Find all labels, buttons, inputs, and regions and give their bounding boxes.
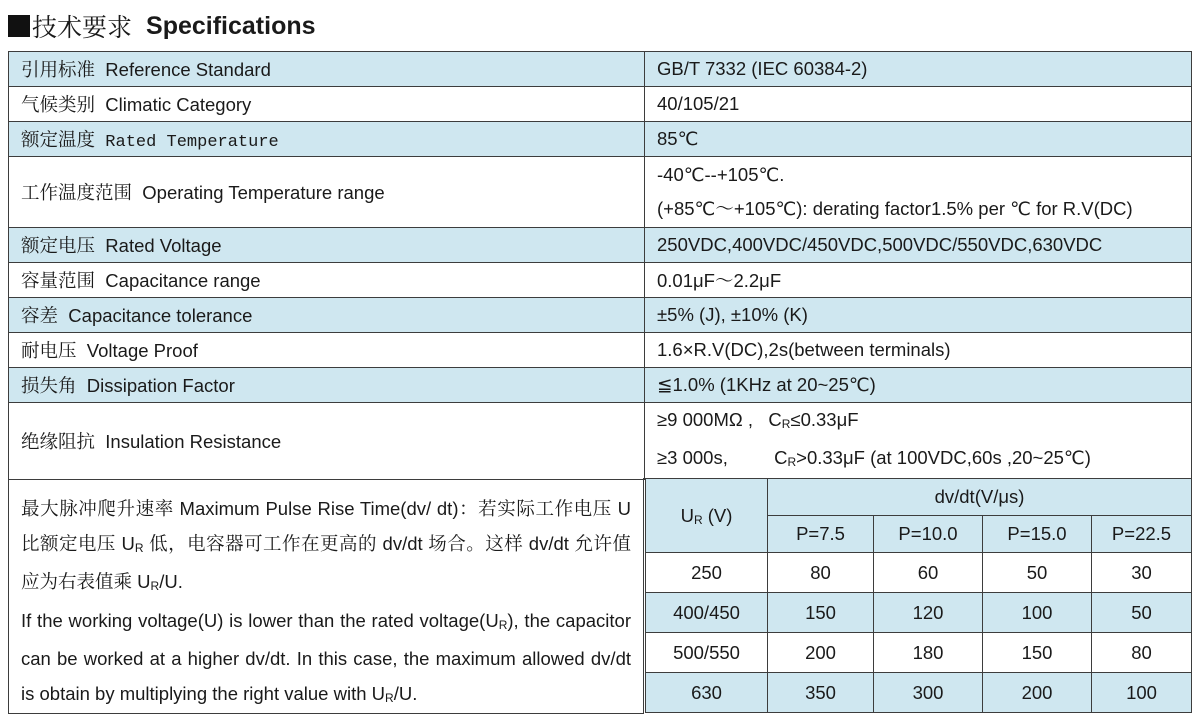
spec-row-capacitance-range: [9, 263, 1192, 298]
pitch-header: P=15.0: [983, 516, 1092, 553]
title-en: Specifications: [146, 11, 316, 40]
spec-label: 工作温度范围 Operating Temperature range: [9, 157, 645, 228]
spec-row-dissipation-factor: [9, 368, 1192, 403]
dvdt-cell: 100: [1092, 673, 1192, 713]
dvdt-cell: 50: [983, 553, 1092, 593]
square-bullet-icon: [8, 15, 30, 37]
spec-label: 绝缘阻抗 Insulation Resistance: [9, 403, 645, 480]
pitch-header: P=7.5: [768, 516, 874, 553]
spec-label: 额定电压 Rated Voltage: [9, 228, 645, 263]
spec-row-climatic-category: [9, 87, 1192, 122]
spec-label: 容差 Capacitance tolerance: [9, 298, 645, 333]
spec-value: 40/105/21: [645, 87, 1192, 122]
ur-cell: 400/450: [646, 593, 768, 633]
spec-value: ≦1.0% (1KHz at 20~25℃): [645, 368, 1192, 403]
spec-row-rated-temperature: [9, 122, 1192, 157]
spec-value: GB/T 7332 (IEC 60384-2): [645, 52, 1192, 87]
pitch-header: P=22.5: [1092, 516, 1192, 553]
pulse-note-en: If the working voltage(U) is lower than the rated $voltage(U_R)$, the capacitor can be worked at a higher dv/dt. In this case, the maximum allowed dv/dt is obtain by multiplying the right value with $U_R/U$.: [21, 609, 631, 705]
spec-label: 额定温度 Rated Temperature: [9, 122, 645, 157]
spec-table: [8, 51, 1192, 480]
dvdt-header-row: [646, 479, 1192, 516]
dvdt-cell: 200: [983, 673, 1092, 713]
spec-row-voltage-proof: [9, 333, 1192, 368]
dvdt-table: [645, 478, 1192, 713]
spec-row-reference-standard: [9, 52, 1192, 87]
title-cn: 技术要求: [32, 14, 133, 42]
spec-value: ≥9 000MΩ , $C_R\le 0.33\mu F$ ≥3 000s, $C_R>0.33\mu F$ (at 100VDC,60s ,20~25℃): [645, 403, 1192, 480]
ur-cell: 630: [646, 673, 768, 713]
section-title: [8, 8, 316, 44]
dvdt-cell: 150: [983, 633, 1092, 673]
ur-cell: 250: [646, 553, 768, 593]
dvdt-cell: 300: [874, 673, 983, 713]
dvdt-cell: 30: [1092, 553, 1192, 593]
dvdt-group-header: dv/dt(V/μs): [768, 479, 1192, 516]
table-row: [646, 673, 1192, 713]
spec-row-operating-temperature: [9, 157, 1192, 228]
spec-row-capacitance-tolerance: [9, 298, 1192, 333]
dvdt-cell: 60: [874, 553, 983, 593]
spec-label: 引用标准 Reference Standard: [9, 52, 645, 87]
spec-value: 0.01μF～2.2μF: [645, 263, 1192, 298]
dvdt-cell: 150: [768, 593, 874, 633]
dvdt-cell: 180: [874, 633, 983, 673]
ur-cell: 500/550: [646, 633, 768, 673]
ur-header: $U_R$ (V): [646, 479, 768, 553]
spec-value: 1.6×R.V(DC),2s(between terminals): [645, 333, 1192, 368]
dvdt-cell: 350: [768, 673, 874, 713]
spec-value: ±5% (J), ±10% (K): [645, 298, 1192, 333]
spec-value: 85℃: [645, 122, 1192, 157]
pulse-note-cn: 最大脉冲爬升速率 Maximum Pulse Rise Time(dv/ dt)：若实际工作电压 U 比额定电压 $U_R$ 低，电容器可工作在更高的 dv/dt 场合。这样 dv/dt 允许值应为右表值乘 $U_R/U$.: [21, 498, 631, 593]
table-row: [646, 633, 1192, 673]
pitch-header: P=10.0: [874, 516, 983, 553]
table-row: [646, 553, 1192, 593]
dvdt-cell: 80: [1092, 633, 1192, 673]
spec-label: 损失角 Dissipation Factor: [9, 368, 645, 403]
spec-row-rated-voltage: [9, 228, 1192, 263]
dvdt-cell: 120: [874, 593, 983, 633]
dvdt-cell: 200: [768, 633, 874, 673]
dvdt-cell: 50: [1092, 593, 1192, 633]
spec-label: 气候类别 Climatic Category: [9, 87, 645, 122]
spec-row-insulation-resistance: [9, 403, 1192, 480]
spec-value: -40℃--+105℃. (+85℃～+105℃): derating factor1.5% per ℃ for R.V(DC): [645, 157, 1192, 228]
dvdt-cell: 100: [983, 593, 1092, 633]
pulse-section: [8, 478, 1191, 714]
dvdt-cell: 80: [768, 553, 874, 593]
spec-label: 耐电压 Voltage Proof: [9, 333, 645, 368]
spec-label: 容量范围 Capacitance range: [9, 263, 645, 298]
table-row: [646, 593, 1192, 633]
pulse-note: [8, 478, 644, 714]
spec-value: 250VDC,400VDC/450VDC,500VDC/550VDC,630VDC: [645, 228, 1192, 263]
